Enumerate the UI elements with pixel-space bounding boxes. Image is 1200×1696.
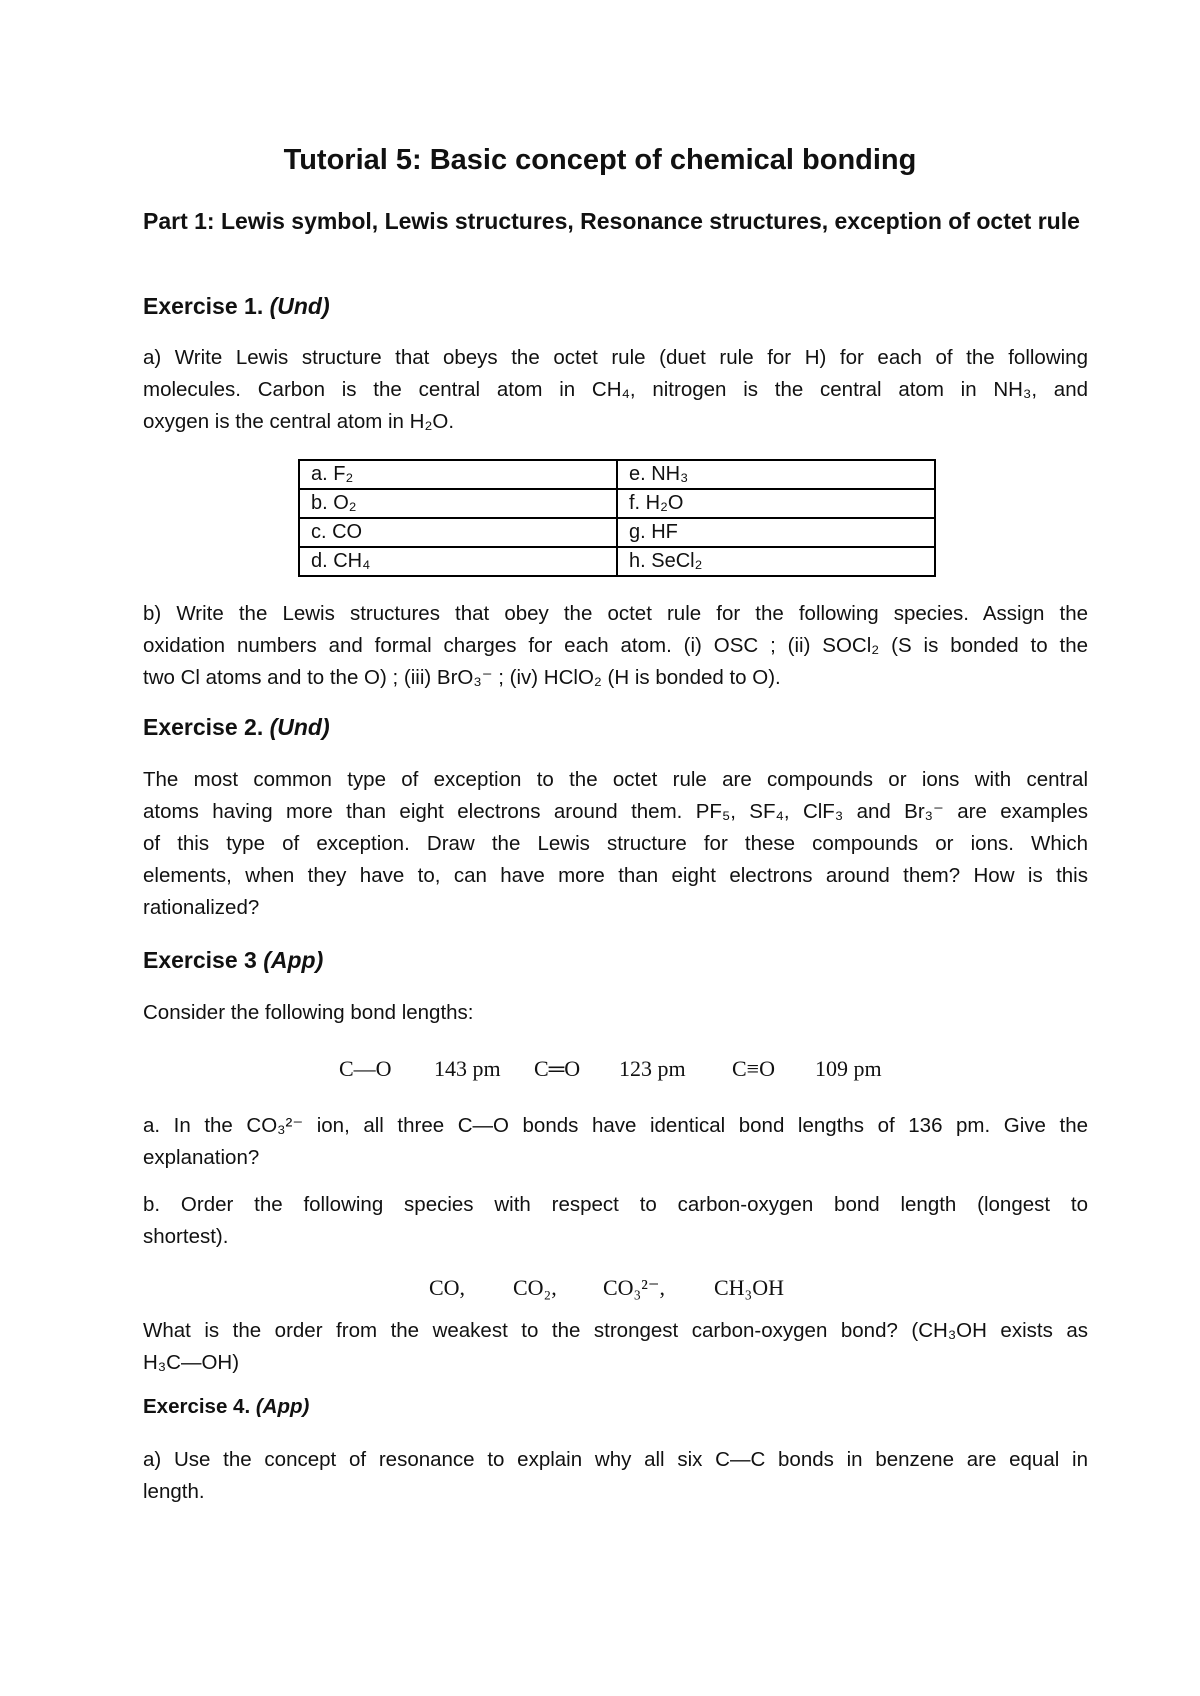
species-item: CO₂, bbox=[513, 1275, 557, 1300]
table-cell: e. NH₃ bbox=[617, 460, 935, 489]
exercise-3b-text bbox=[143, 1189, 1088, 1253]
exercise-4-label: Exercise 4. bbox=[143, 1395, 251, 1418]
exercise-2-heading bbox=[143, 714, 1088, 741]
text-line: atoms having more than eight electrons around them. PF₅, SF₄, ClF₃ and Br₃⁻ are examples bbox=[143, 800, 1088, 823]
text-line: H₃C—OH) bbox=[143, 1351, 240, 1374]
text-line: of this type of exception. Draw the Lewis structure for these compounds or ions. Which bbox=[143, 832, 1088, 855]
table-cell: f. H₂O bbox=[617, 489, 935, 518]
text-line: elements, when they have to, can have more than eight electrons around them? How is this bbox=[143, 864, 1088, 887]
exercise-2-tag: (Und) bbox=[269, 714, 330, 740]
bond-triple-length: 109 pm bbox=[815, 1056, 882, 1081]
text-line: b. Order the following species with respect to carbon-oxygen bond length (longest to bbox=[143, 1193, 1088, 1216]
molecule-table bbox=[298, 459, 936, 577]
exercise-3a-text bbox=[143, 1110, 1088, 1174]
text-line: oxygen is the central atom in H₂O. bbox=[143, 410, 455, 433]
exercise-2-label: Exercise 2. bbox=[143, 714, 264, 740]
text-line: a) Write Lewis structure that obeys the octet rule (duet rule for H) for each of the following bbox=[143, 346, 1088, 369]
text-line: two Cl atoms and to the O) ; (iii) BrO₃⁻ ; (iv) HClO₂ (H is bonded to O). bbox=[143, 666, 781, 689]
bond-single-length: 143 pm bbox=[434, 1056, 501, 1081]
bond-triple: C≡O bbox=[732, 1056, 775, 1081]
table-row bbox=[299, 460, 935, 489]
table-cell: h. SeCl₂ bbox=[617, 547, 935, 576]
exercise-1-label: Exercise 1. bbox=[143, 293, 264, 319]
bond-single: C—O bbox=[339, 1056, 392, 1081]
bond-double-length: 123 pm bbox=[619, 1056, 686, 1081]
text-line: shortest). bbox=[143, 1225, 229, 1248]
exercise-1-heading bbox=[143, 293, 1088, 320]
exercise-4-heading bbox=[143, 1395, 1088, 1419]
exercise-3-label: Exercise 3 bbox=[143, 947, 257, 973]
exercise-4a-text bbox=[143, 1444, 1088, 1508]
species-item: CO, bbox=[429, 1275, 466, 1300]
part-1-heading: Part 1: Lewis symbol, Lewis structures, Resonance structures, exception of octet rule bbox=[143, 208, 1080, 234]
exercise-1b-text bbox=[143, 598, 1088, 694]
exercise-3-tag: (App) bbox=[263, 947, 324, 973]
table-cell: g. HF bbox=[617, 518, 935, 547]
text-line: rationalized? bbox=[143, 896, 260, 919]
exercise-2-text bbox=[143, 764, 1088, 924]
text-line: Consider the following bond lengths: bbox=[143, 1001, 474, 1024]
text-line: length. bbox=[143, 1480, 205, 1503]
species-item: CH₃OH bbox=[714, 1275, 785, 1300]
bond-double: C═O bbox=[534, 1056, 581, 1081]
table-cell: d. CH₄ bbox=[299, 547, 617, 576]
species-item: CO₃²⁻, bbox=[603, 1275, 665, 1300]
exercise-4-tag: (App) bbox=[255, 1395, 310, 1418]
text-line: a) Use the concept of resonance to explain why all six C—C bonds in benzene are equal in bbox=[143, 1448, 1088, 1471]
table-row bbox=[299, 489, 935, 518]
table-cell: b. O₂ bbox=[299, 489, 617, 518]
text-line: explanation? bbox=[143, 1146, 260, 1169]
exercise-1a-text bbox=[143, 342, 1088, 438]
table-row bbox=[299, 547, 935, 576]
table-cell: a. F₂ bbox=[299, 460, 617, 489]
exercise-1-tag: (Und) bbox=[269, 293, 330, 319]
exercise-3-heading bbox=[143, 947, 1088, 974]
text-line: b) Write the Lewis structures that obey the octet rule for the following species. Assign the bbox=[143, 602, 1088, 625]
exercise-3-question bbox=[143, 1315, 1088, 1379]
table-row bbox=[299, 518, 935, 547]
table-cell: c. CO bbox=[299, 518, 617, 547]
text-line: molecules. Carbon is the central atom in CH₄, nitrogen is the central atom in NH₃, and bbox=[143, 378, 1088, 401]
text-line: a. In the CO₃²⁻ ion, all three C—O bonds have identical bond lengths of 136 pm. Give the bbox=[143, 1114, 1088, 1137]
page-title: Tutorial 5: Basic concept of chemical bonding bbox=[283, 144, 917, 176]
text-line: What is the order from the weakest to the strongest carbon-oxygen bond? (CH₃OH exists as bbox=[143, 1319, 1088, 1342]
text-line: The most common type of exception to the octet rule are compounds or ions with central bbox=[143, 768, 1088, 791]
exercise-3-intro bbox=[143, 997, 1088, 1029]
text-line: oxidation numbers and formal charges for each atom. (i) OSC ; (ii) SOCl₂ (S is bonded to the bbox=[143, 634, 1088, 657]
